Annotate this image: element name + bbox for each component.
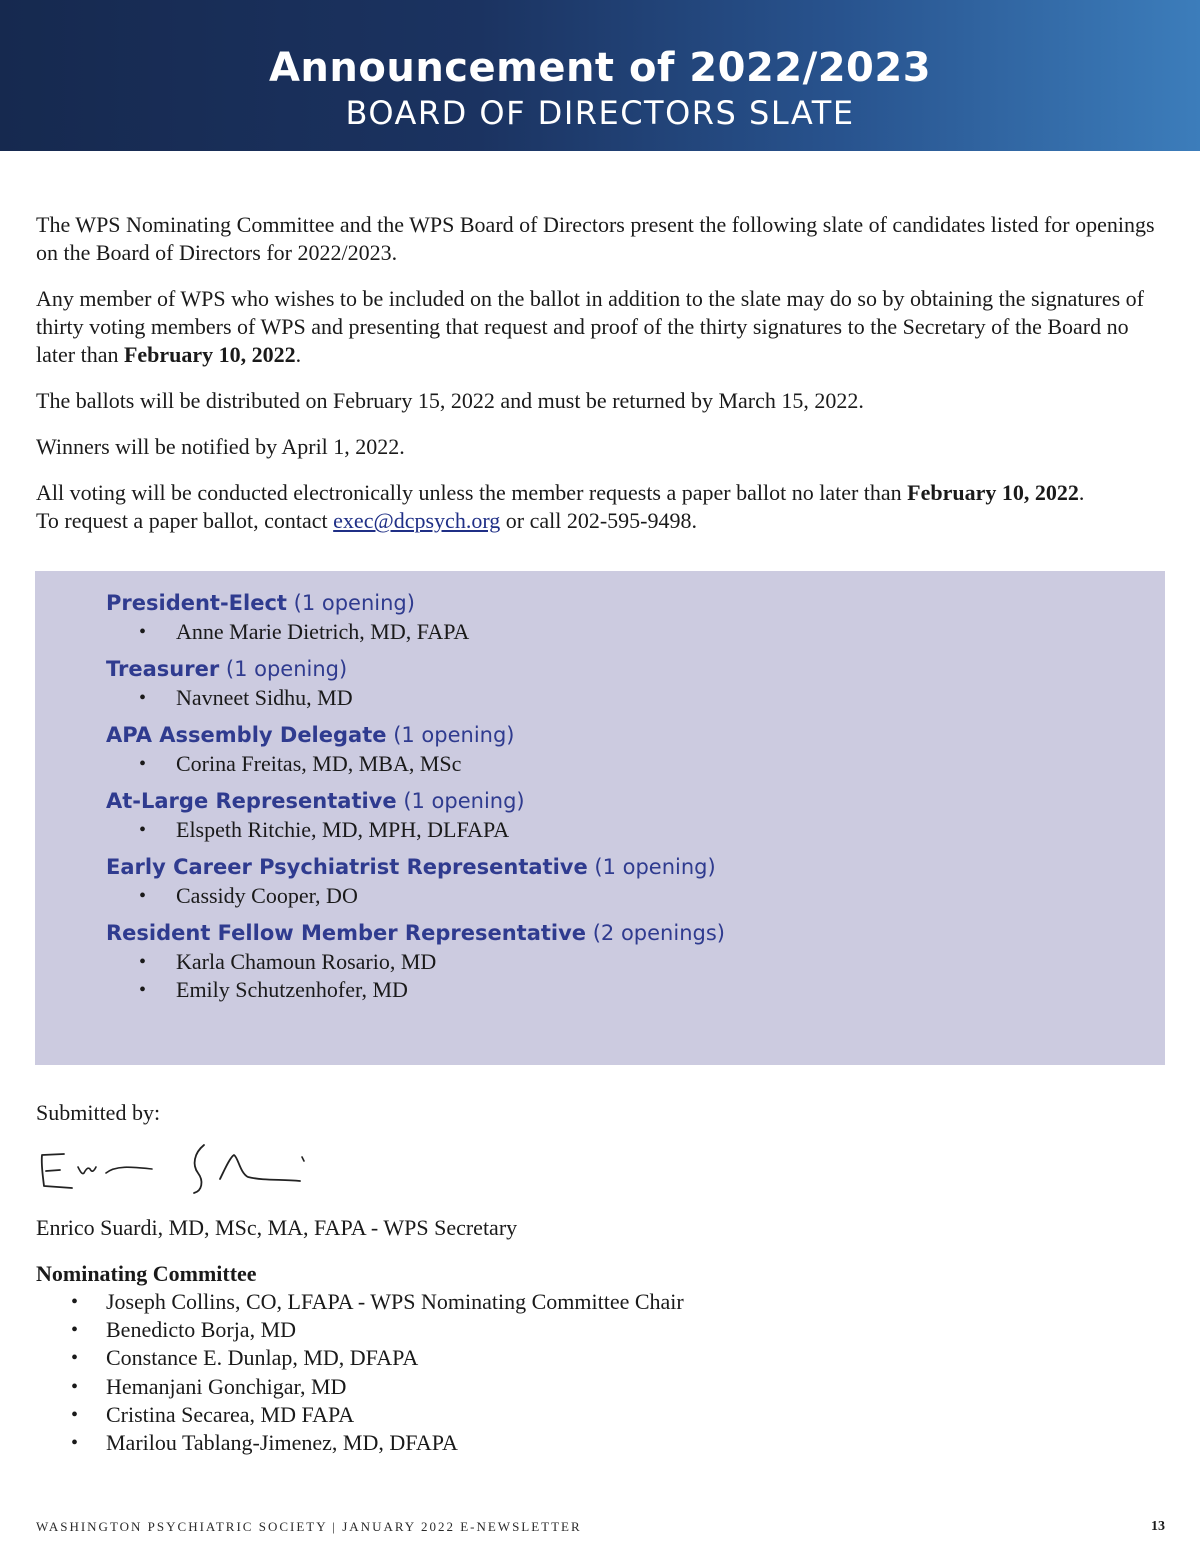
- candidate-slate: [35, 571, 1165, 1065]
- openings-count: (1 opening): [225, 657, 348, 681]
- header-banner: [0, 0, 1200, 151]
- openings-count: (1 opening): [403, 789, 525, 813]
- intro-paragraph-4: Winners will be notified by April 1, 2022.: [36, 434, 405, 459]
- submitted-by-label: Submitted by:: [36, 1100, 161, 1125]
- candidate-list: [106, 816, 725, 844]
- openings-count: (1 opening): [293, 591, 415, 615]
- intro-section: [36, 211, 1166, 553]
- deadline-date: February 10, 2022: [123, 342, 296, 367]
- secretary-name: Enrico Suardi, MD, MSc, MA, FAPA - WPS Secretary: [36, 1215, 518, 1240]
- position-title: Resident Fellow Member Representative (2 openings): [106, 921, 725, 945]
- page-number: 13: [1151, 1519, 1165, 1534]
- candidate-item: • Navneet Sidhu, MD: [106, 684, 725, 712]
- paper-ballot-deadline: February 10, 2022: [907, 480, 1079, 505]
- position-title: Early Career Psychiatrist Representative (1 opening): [106, 855, 716, 879]
- footer-publication: WASHINGTON PSYCHIATRIC SOCIETY | JANUARY 2022 E-NEWSLETTER: [36, 1519, 582, 1534]
- intro-paragraph-2: Any member of WPS who wishes to be included on the ballot in addition to the slate may do so by obtaining the signatures of thirty voting members of WPS and presenting that request and proof of the thirty signatures to the Secretary of the Board no later than February 10, 2022.: [36, 286, 1144, 367]
- openings-count: (1 opening): [594, 855, 716, 879]
- openings-count: (1 opening): [393, 723, 515, 747]
- candidate-item: • Anne Marie Dietrich, MD, FAPA: [106, 618, 725, 646]
- slate-position: [106, 720, 725, 778]
- slate-position: [106, 852, 725, 910]
- committee-member: • Benedicto Borja, MD: [36, 1316, 684, 1344]
- slate-position: [106, 588, 725, 646]
- slate-position: [106, 918, 725, 1004]
- committee-member: • Constance E. Dunlap, MD, DFAPA: [36, 1344, 684, 1372]
- slate-position: [106, 654, 725, 712]
- page-subtitle: BOARD OF DIRECTORS SLATE: [345, 94, 855, 132]
- candidate-list: [106, 618, 725, 646]
- email-link[interactable]: exec@dcpsych.org: [333, 508, 501, 533]
- candidate-item: • Karla Chamoun Rosario, MD: [106, 948, 725, 976]
- candidate-list: [106, 882, 725, 910]
- candidate-item: • Corina Freitas, MD, MBA, MSc: [106, 750, 725, 778]
- candidate-list: [106, 948, 725, 1004]
- intro-paragraph-3: The ballots will be distributed on February 15, 2022 and must be returned by March 15, 2022.: [36, 388, 864, 413]
- committee-member: • Joseph Collins, CO, LFAPA - WPS Nominating Committee Chair: [36, 1288, 684, 1316]
- committee-heading: Nominating Committee: [36, 1261, 257, 1286]
- position-title: At-Large Representative (1 opening): [106, 789, 525, 813]
- committee-member: • Cristina Secarea, MD FAPA: [36, 1401, 684, 1429]
- position-title: Treasurer (1 opening): [106, 657, 348, 681]
- slate-position: [106, 786, 725, 844]
- intro-paragraph-5: All voting will be conducted electronically unless the member requests a paper ballot no later than February 10, 2022. To request a paper ballot, contact exec@dcpsych.org or call 202-595-9498.: [36, 480, 1085, 533]
- openings-count: (2 openings): [592, 921, 725, 945]
- intro-paragraph-1: The WPS Nominating Committee and the WPS Board of Directors present the following slate of candidates listed for openings on the Board of Directors for 2022/2023.: [36, 212, 1155, 265]
- candidate-item: • Cassidy Cooper, DO: [106, 882, 725, 910]
- signature-image: [34, 1133, 312, 1199]
- candidate-item: • Elspeth Ritchie, MD, MPH, DLFAPA: [106, 816, 725, 844]
- candidate-item: • Emily Schutzenhofer, MD: [106, 976, 725, 1004]
- committee-list: [36, 1288, 684, 1457]
- committee-member: • Marilou Tablang-Jimenez, MD, DFAPA: [36, 1429, 684, 1457]
- candidate-list: [106, 750, 725, 778]
- page-title: Announcement of 2022/2023: [268, 45, 932, 91]
- committee-member: • Hemanjani Gonchigar, MD: [36, 1373, 684, 1401]
- candidate-list: [106, 684, 725, 712]
- position-title: APA Assembly Delegate (1 opening): [106, 723, 515, 747]
- position-title: President-Elect (1 opening): [106, 591, 415, 615]
